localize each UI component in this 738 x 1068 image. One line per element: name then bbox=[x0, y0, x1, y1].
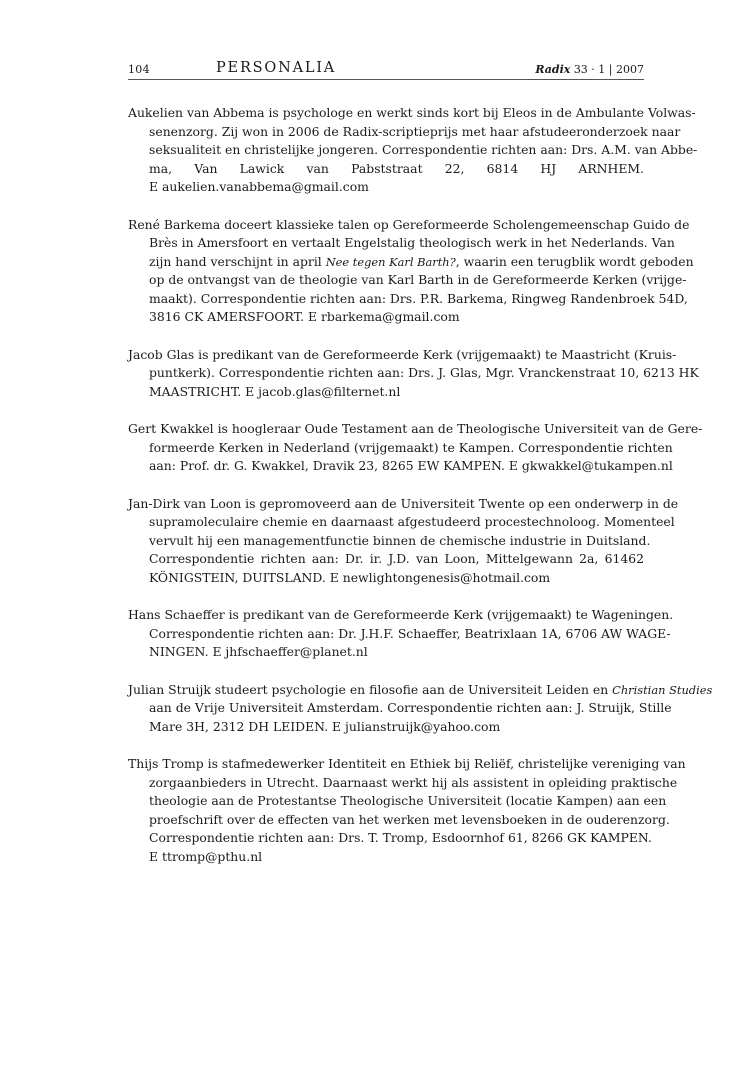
entry-line bbox=[128, 383, 644, 402]
entry-line bbox=[128, 123, 681, 142]
personalia-list bbox=[128, 104, 713, 885]
entry-line bbox=[128, 569, 644, 588]
journal-issue: 33 · 1 | 2007 bbox=[573, 63, 644, 76]
entry-line bbox=[128, 495, 679, 514]
text-run: Correspondentie richten aan: Dr. J.H.F. Schaeffer, Beatrixlaan 1A, 6706 AW WAGE- bbox=[149, 625, 671, 641]
personalia-entry bbox=[128, 495, 679, 588]
personalia-entry bbox=[128, 606, 674, 662]
text-run: supramoleculaire chemie en daarnaast afgestudeerd procestechnoloog. Momenteel bbox=[149, 514, 675, 529]
entry-line bbox=[128, 848, 644, 867]
text-run: Jacob Glas is predikant van de Gereformeerde Kerk (vrijgemaakt) te Maastricht (Kruis- bbox=[128, 346, 677, 362]
text-run: Gert Kwakkel is hoogleraar Oude Testament aan de Theologische Universiteit van de Gere- bbox=[128, 421, 703, 436]
entry-line bbox=[128, 513, 675, 532]
text-run: seksualiteit en christelijke jongeren. Correspondentie richten aan: Drs. A.M. van Abbe- bbox=[149, 142, 698, 157]
entry-line bbox=[128, 290, 688, 309]
text-run: puntkerk). Correspondentie richten aan: Drs. J. Glas, Mgr. Vranckenstraat 10, 6213 HK bbox=[149, 365, 699, 380]
entry-line bbox=[128, 160, 644, 179]
text-run: E ttromp@pthu.nl bbox=[149, 848, 263, 864]
entry-line bbox=[128, 625, 671, 644]
entry-line bbox=[128, 718, 644, 737]
text-run: vervult hij een managementfunctie binnen de chemische industrie in Duitsland. bbox=[149, 532, 651, 548]
personalia-entry bbox=[128, 420, 703, 476]
text-run: theologie aan de Protestantse Theologische Universiteit (locatie Kampen) aan een bbox=[149, 793, 667, 808]
entry-line bbox=[128, 420, 703, 439]
entry-line bbox=[128, 532, 651, 551]
text-run: E aukelien.vanabbema@gmail.com bbox=[149, 179, 369, 194]
text-run: NINGEN. E jhfschaeffer@planet.nl bbox=[149, 644, 368, 659]
entry-line bbox=[128, 829, 652, 848]
text-run: Julian Struijk studeert psychologie en filosofie aan de Universiteit Leiden en bbox=[128, 681, 613, 697]
entry-line bbox=[128, 811, 670, 830]
text-run: zorgaanbieders in Utrecht. Daarnaast werkt hij als assistent in opleiding praktische bbox=[149, 774, 678, 790]
journal-name: Radix bbox=[535, 63, 571, 76]
text-run: KÖNIGSTEIN, DUITSLAND. E newlightongenesis@hotmail.com bbox=[149, 569, 551, 585]
text-run: proefschrift over de effecten van het werken met levensboeken in de ouderenzorg. bbox=[149, 811, 670, 827]
text-run: , waarin een terugblik wordt geboden bbox=[455, 253, 694, 269]
running-header bbox=[128, 59, 644, 80]
text-run: Brès in Amersfoort en vertaalt Engelstalig theologisch werk in het Nederlands. Van bbox=[149, 235, 675, 250]
text-run: zijn hand verschijnt in april bbox=[149, 253, 326, 269]
text-run: ma, Van Lawick van Pabststraat 22, 6814 HJ ARNHEM. bbox=[149, 160, 644, 176]
text-run: Aukelien van Abbema is psychologe en werkt sinds kort bij Eleos in de Ambulante Volwas- bbox=[128, 105, 696, 120]
entry-line bbox=[128, 755, 686, 774]
entry-line bbox=[128, 774, 678, 793]
personalia-entry bbox=[128, 755, 686, 866]
italic-title: Christian Studies bbox=[612, 682, 713, 697]
entry-line bbox=[128, 792, 667, 811]
text-run: Thijs Tromp is stafmedewerker Identiteit en Ethiek bij Reliëf, christelijke vereniging van bbox=[128, 756, 686, 771]
text-run: aan: Prof. dr. G. Kwakkel, Dravik 23, 8265 EW KAMPEN. E gkwakkel@tukampen.nl bbox=[149, 458, 673, 473]
entry-line bbox=[128, 364, 699, 383]
entry-line bbox=[128, 550, 644, 569]
entry-line bbox=[128, 681, 713, 700]
text-run: Correspondentie richten aan: Dr. ir. J.D. van Loon, Mittelgewann 2a, 61462 bbox=[149, 551, 644, 566]
text-run: MAASTRICHT. E jacob.glas@filternet.nl bbox=[149, 383, 401, 399]
entry-line bbox=[128, 253, 694, 272]
journal-reference bbox=[535, 63, 644, 76]
entry-line bbox=[128, 346, 677, 365]
text-run: Hans Schaeffer is predikant van de Gereformeerde Kerk (vrijgemaakt) te Wageningen. bbox=[128, 607, 674, 622]
entry-line bbox=[128, 216, 690, 235]
entry-line bbox=[128, 439, 673, 458]
personalia-entry bbox=[128, 346, 699, 402]
page-number: 104 bbox=[128, 63, 150, 76]
entry-line bbox=[128, 699, 672, 718]
entry-line bbox=[128, 457, 673, 476]
entry-line bbox=[128, 234, 675, 253]
text-run: senenzorg. Zij won in 2006 de Radix-scriptieprijs met haar afstudeeronderzoek naar bbox=[149, 123, 681, 139]
entry-line bbox=[128, 271, 687, 290]
italic-title: Nee tegen Karl Barth? bbox=[325, 254, 456, 269]
entry-line bbox=[128, 606, 674, 625]
text-run: Jan-Dirk van Loon is gepromoveerd aan de Universiteit Twente op een onderwerp in de bbox=[128, 495, 679, 511]
text-run: maakt). Correspondentie richten aan: Drs. P.R. Barkema, Ringweg Randenbroek 54D, bbox=[149, 290, 688, 306]
entry-line bbox=[128, 643, 644, 662]
entry-line bbox=[128, 104, 696, 123]
entry-line bbox=[128, 178, 644, 197]
entry-line bbox=[128, 308, 644, 327]
text-run: op de ontvangst van de theologie van Karl Barth in de Gereformeerde Kerken (vrijge- bbox=[149, 272, 687, 287]
personalia-entry bbox=[128, 216, 694, 327]
text-run: Mare 3H, 2312 DH LEIDEN. E julianstruijk@yahoo.com bbox=[149, 718, 501, 734]
text-run: formeerde Kerken in Nederland (vrijgemaakt) te Kampen. Correspondentie richten bbox=[149, 439, 673, 455]
text-run: 3816 CK AMERSFOORT. E rbarkema@gmail.com bbox=[149, 309, 460, 324]
personalia-entry bbox=[128, 104, 698, 197]
text-run: René Barkema doceert klassieke talen op Gereformeerde Scholengemeenschap Guido de bbox=[128, 216, 690, 232]
text-run: aan de Vrije Universiteit Amsterdam. Correspondentie richten aan: J. Struijk, Stille bbox=[149, 700, 672, 715]
entry-line bbox=[128, 141, 698, 160]
personalia-entry bbox=[128, 681, 713, 737]
text-run: Correspondentie richten aan: Drs. T. Tromp, Esdoornhof 61, 8266 GK KAMPEN. bbox=[149, 830, 652, 845]
section-title: PERSONALIA bbox=[216, 60, 337, 76]
